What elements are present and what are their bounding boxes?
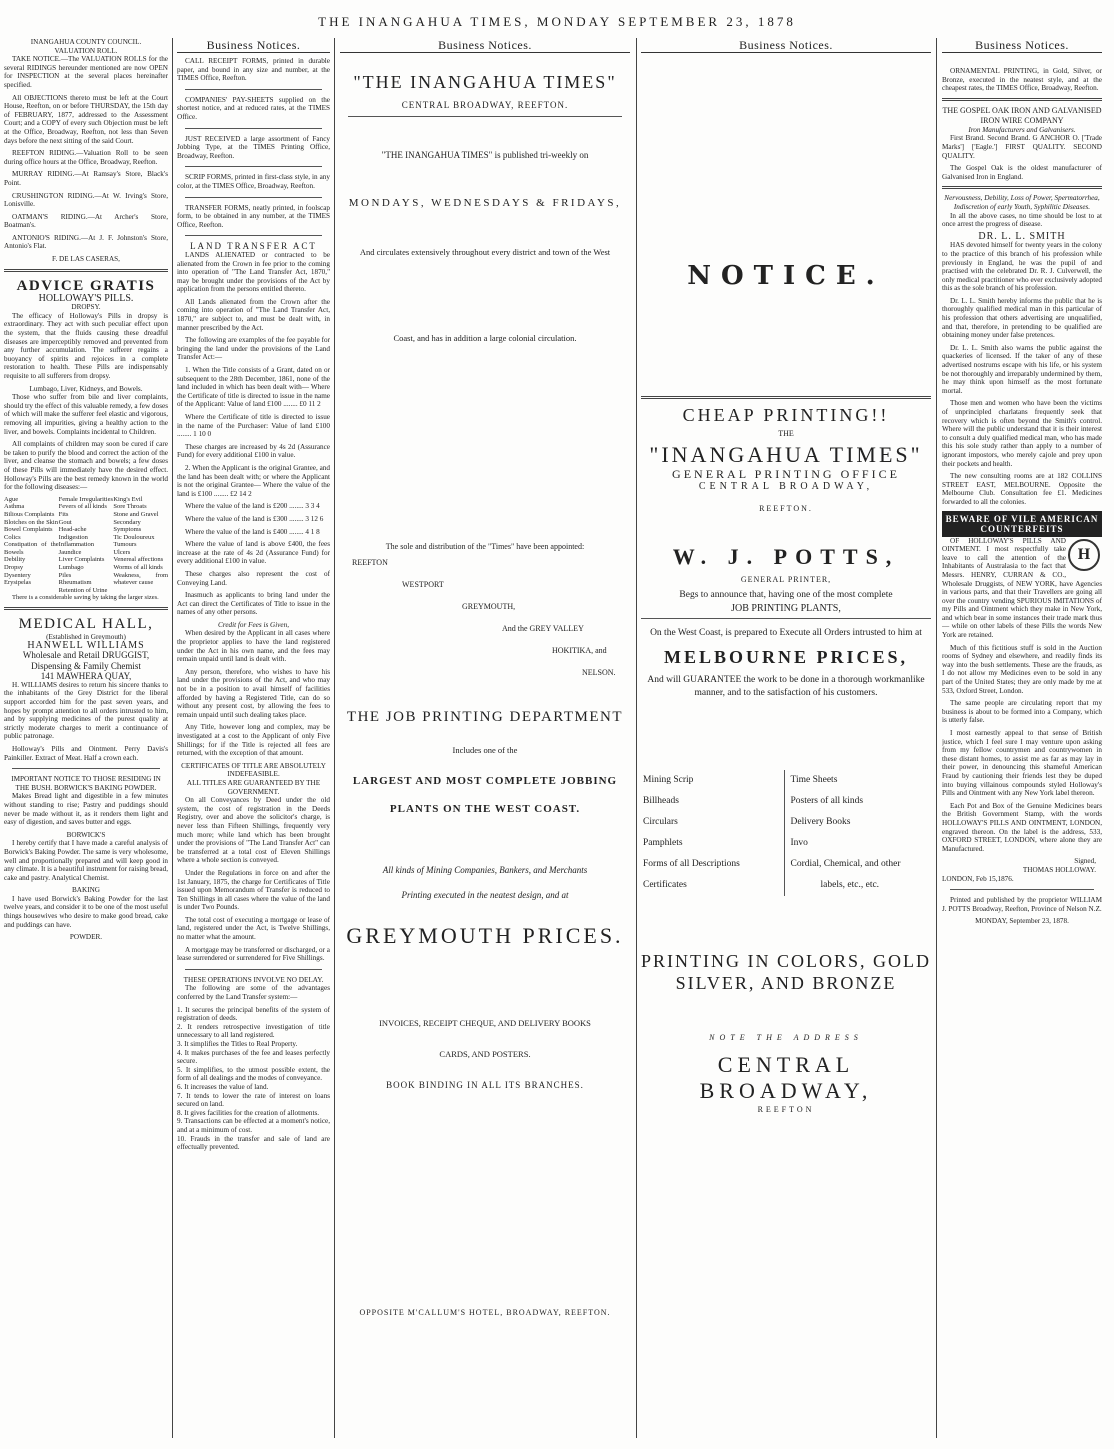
service-item: Forms of all Descriptions — [643, 858, 740, 869]
paragraph: Under the Regulations in force on and after the 1st January, 1875, the charge for Certificates of Title issued upon Memorandum of Transfer is reduced to Ten Shillings in all cases where the value of the land is under Two Pounds. — [177, 868, 330, 912]
paragraph: Begs to announce that, having one of the most complete — [679, 589, 893, 600]
subheading: DROPSY. — [71, 303, 101, 312]
column-1 — [4, 38, 168, 1443]
paragraph: The Gospel Oak is the oldest manufacturer of Galvanised Iron in England. — [942, 164, 1102, 181]
paragraph: The efficacy of Holloway's Pills in dropsy is extraordinary. They act with such peculiar effect upon the system, that the fluids causing these dreadful diseases are imperceptibly removed and prevented from any further accumulation. The sufferer regains a buoyancy of spirits and rejoices in a complete restoration to health. These Pills are indispensably requisite to all sufferers from dropsy. — [4, 311, 168, 380]
service-item: Cordial, Chemical, and other — [790, 858, 901, 869]
paragraph: Much of this fictitious stuff is sold in the Auction rooms of Sydney and elsewhere, and readily finds its way into the bush settlements. These are the frauds, as I do not allow my Medicines even to be sold in any part of the United States; they are only made by me at 533, Oxford Street, London. — [942, 643, 1102, 695]
publication-date: MONDAY, September 23, 1878. — [975, 917, 1069, 926]
service-item: Posters of all kinds — [790, 795, 864, 806]
service-item: Certificates — [643, 879, 687, 890]
chemist-title: Wholesale and Retail DRUGGIST, Dispensing & Family Chemist — [22, 650, 150, 672]
subheading: (Established in Greymouth) — [46, 633, 126, 642]
paragraph: These charges are increased by 4s 2d (Assurance Fund) for every additional £100 in value. — [177, 442, 330, 460]
paragraph: Those men and women who have been the victims of unprincipled charlatans frequently seek that recovery which is often beyond the Smith's control. Where will the public understand that it is their interest to consult a duly qualified medical man, who has made this his sole study rather than apply to a number of ignorant impostors, who merely cajole and prey upon their pockets and health. — [942, 399, 1102, 468]
chemist-name: HANWELL WILLIAMS — [27, 639, 145, 651]
column-4 — [641, 38, 931, 1443]
notice-heading: NOTICE. — [687, 261, 885, 291]
roll-title: VALUATION ROLL. — [54, 46, 118, 55]
paragraph: Dr. L. L. Smith also warns the public against the quackeries of licensed. If the taker of any of these advertised nostrums escape with his life, or his system be not thoroughly and irreparably undermined by them, he may think upon himself as the most fortunate mortal. — [942, 343, 1102, 395]
divider — [4, 607, 168, 610]
town: GREYMOUTH, — [462, 601, 516, 611]
paragraph: When desired by the Applicant in all cases where the proprietor applies to have the land registered under the Act in his own name, and the fees may remain unpaid until land is dealt with. — [177, 629, 330, 664]
paragraph: Coast, and has in addition a large colonial circulation. — [393, 333, 577, 344]
bookbinding-line: BOOK BINDING IN ALL ITS BRANCHES. — [386, 1079, 584, 1090]
service-item: Time Sheets — [790, 774, 838, 785]
advert: TRANSFER FORMS, neatly printed, in foolscap form, to be obtained in any number, at the TIMES Office, Reefton. — [177, 203, 330, 229]
subheading: CENTRAL BROADWAY, — [698, 480, 874, 492]
disease-list — [4, 496, 168, 595]
paragraph: These charges also represent the cost of Conveying Land. — [177, 569, 330, 587]
agent-towns — [340, 552, 630, 684]
divider — [4, 269, 168, 272]
advert: SCRIP FORMS, printed in first-class style, in any color, at the TIMES Office, Broadway, Reefton. — [177, 173, 330, 190]
largest-line: LARGEST AND MOST COMPLETE JOBBING — [352, 775, 618, 788]
paragraph: On the West Coast, is prepared to Execute all Orders intrusted to him at — [650, 627, 922, 638]
paragraph: Any person, therefore, who wishes to have his land under the provisions of the Act, and who may not be in a position to avail himself of facilities afforded by having a Registered Title, can do so without any present cost, by allowing the fees to remain unpaid until such dealing takes place. — [177, 667, 330, 719]
service-item: Delivery Books — [790, 816, 851, 827]
cheap-printing-heading: CHEAP PRINTING!! — [682, 404, 890, 425]
column-2 — [177, 38, 330, 1443]
town: REEFTON — [352, 557, 388, 567]
paragraph: Makes Bread light and digestible in a few minutes without standing to rise; Pastry and puddings should never be made without it, as it renders them light and easy of digestion, and saves butter and eggs. — [4, 792, 168, 827]
paragraph: MURRAY RIDING.—At Ramsay's Store, Black's Point. — [4, 170, 168, 187]
paragraph: On all Conveyances by Deed under the old system, the cost of registration in the Deeds Registry, over and above the solicitor's charge, is never less than Fifteen Shillings, frequently very much more; while land which has been brought under the provisions of "The Land Transfer Act" can be transferred at a total cost of Eleven Shillings where a whole section is conveyed. — [177, 796, 330, 865]
paragraph: CRUSHINGTON RIDING.—At W. Irving's Store, Lonisville. — [4, 191, 168, 209]
doctor-heading: DR. L. L. SMITH — [978, 230, 1066, 242]
divider — [185, 89, 322, 90]
paragraph: First Brand. Second Brand. G ANCHOR O. ['Trade Marks'] ['Eagle.'] FIRST QUALITY. SECOND QUALITY. — [942, 134, 1102, 160]
paragraph: OATMAN'S RIDING.—At Archer's Store, Boatman's. — [4, 212, 168, 230]
divider — [942, 98, 1102, 101]
divider — [185, 166, 322, 167]
paragraph: H. WILLIAMS desires to return his sincere thanks to the inhabitants of the Grey District for the liberal support accorded him for the past seven years, and hopes by prompt attention to all orders intrusted to him, and by supplying medicines of the purest quality at strictly moderate charges to merit a continuance of public patronage. — [4, 680, 168, 741]
divider — [185, 235, 322, 236]
subheading: Iron Manufacturers and Galvanisers. — [968, 125, 1076, 134]
paragraph: HAS devoted himself for twenty years in the colony to the practice of this branch of his profession while previously in England, he was the pupil of and practised with the celebrated Dr. R. J. Culverwell, the only medical practitioner who ever exclusively adopted this as the sole branch of his profession. — [942, 241, 1102, 293]
advert: ORNAMENTAL PRINTING, in Gold, Silver, or Bronze, executed in the neatest style, and at the cheapest rates, the TIMES Office, Broadway, Reefton. — [942, 67, 1102, 93]
column-rule — [334, 38, 335, 1438]
paragraph: Where the value of the land is £300 ........ 3 12 6 — [185, 514, 324, 523]
paragraph: In all the above cases, no time should be lost to at once arrest the progress of disease. — [942, 211, 1102, 229]
divider — [12, 768, 160, 769]
paragraph: "THE INANGAHUA TIMES" is published tri-weekly on — [381, 149, 589, 160]
paragraph: ANTONIO'S RIDING.—At J. F. Johnston's Store, Antonio's Flat. — [4, 233, 168, 251]
signature: THOMAS HOLLOWAY. — [1022, 865, 1096, 874]
paragraph: 2. When the Applicant is the original Grantee, and the land has been dealt with; or where the Applicant is not the original Grantee— Where the value of the land is £100 ........ £2 14 2 — [177, 463, 330, 498]
paragraph: CARDS, AND POSTERS. — [439, 1048, 531, 1059]
service-item: Invo — [790, 837, 808, 848]
paragraph: Inasmuch as applicants to bring land under the Act can direct the Certificates of Title to issue in the names of any other persons. — [177, 591, 330, 617]
medical-hall-heading: MEDICAL HALL, — [18, 616, 154, 633]
paragraph: I have used Borwick's Baking Powder for the last twelve years, and consider it to be one of the most useful things housewives who desire to make good bread, cake and puddings can have. — [4, 894, 168, 929]
service-item: Circulars — [643, 816, 678, 827]
services-table — [641, 770, 931, 896]
beware-banner: BEWARE OF VILE AMERICAN COUNTERFEITS — [942, 511, 1102, 537]
address: 141 MAWHERA QUAY, — [40, 671, 132, 682]
plants-line: PLANTS ON THE WEST COAST. — [389, 803, 581, 816]
subheading: BAKING — [72, 886, 100, 895]
paragraph: Includes one of the — [452, 744, 518, 755]
disease-column: Ague Asthma Bilious Complaints Blotches on the Skin Bowel Complaints Colics Constipation of the Bowels Debility Dropsy Dysentery Erysipelas — [4, 495, 59, 587]
paragraph: Holloway's Pills and Ointment. Perry Davis's Painkiller. Extract of Meat. Half a crown each. — [4, 744, 168, 762]
paragraph: Where the value of the land is £400 ........ 4 1 8 — [185, 527, 320, 536]
paragraph: 1. When the Title consists of a Grant, dated on or subsequent to the 28th December, 1861, none of the land included in which has been dealt with— Where the Certificate of title is directed to issue in the name of the Applicant: Value of land £100 ........ £0 11 2 — [177, 366, 330, 409]
subheading: Nervousness, Debility, Loss of Power, Spermatorrhea, Indiscretion of early Youth, Syphilitic Diseases. — [944, 194, 1100, 211]
paragraph: TAKE NOTICE.—The VALUATION ROLLS for the several RIDINGS hereunder mentioned are now OPEN for INSPECTION at the several places hereinafter specified. — [4, 55, 168, 89]
divider — [185, 128, 322, 129]
paragraph: INVOICES, RECEIPT CHEQUE, AND DELIVERY BOOKS — [379, 1018, 591, 1029]
paragraph: Any Title, however long and complex, may be investigated at a cost to the Applicant of only Five Shillings; for if the Title is rejected all fees are returned, with the exception of that amount. — [177, 723, 330, 758]
disease-column: King's Evil Sore Throats Stone and Gravel Secondary Symptoms Tic Douloureux Tumours Ulcers Venereal affections Worms of all kinds Weakness, from whatever cause — [113, 495, 168, 587]
paragraph: Dr. L. L. Smith hereby informs the public that he is thoroughly qualified medical man in this particular of his profession that others advertising are unqualified, and that, therefore, in pretending to be qualified are obtaining money under false pretences. — [942, 296, 1102, 340]
paragraph: All Lands alienated from the Crown after the coming into operation of "The Land Transfer Act, 1870," are subject to, and must be dealt with, in manner prescribed by the Act. — [177, 297, 330, 332]
subheading: REEFTON. — [759, 504, 813, 514]
service-item: Mining Scrip — [643, 774, 694, 785]
paragraph: I hereby certify that I have made a careful analysis of Borwick's Baking Powder. The same is very wholesome, well and proportionally prepared and will keep good in any climate. It is a beautiful instrument for raising bread, cake and pastry. Analytical Chemist. — [4, 839, 168, 882]
masthead: THE INANGAHUA TIMES, MONDAY SEPTEMBER 23, 1878 — [318, 14, 796, 29]
holloway-heading: HOLLOWAY'S PILLS. — [38, 292, 134, 304]
general-printing-office: GENERAL PRINTING OFFICE — [672, 467, 900, 482]
divider — [185, 197, 322, 198]
paragraph: All OBJECTIONS thereto must be left at the Court House, Reefton, on or before THURSDAY, the 15th day of FEBRUARY, 1877, addressed to the Assessment Court; and a COPY of every such Objection must be left at the Office, Broadway, Reefton, not less than Seven days before the next sitting of the said Court. — [4, 93, 168, 145]
advice-heading: ADVICE GRATIS — [16, 277, 156, 294]
colors-heading: PRINTING IN COLORS, GOLD SILVER, AND BRONZE — [641, 950, 931, 993]
column-header: Business Notices. — [340, 38, 630, 53]
subheading: Credit for Fees is Given, — [218, 620, 289, 629]
printer-name: W. J. POTTS, — [672, 543, 900, 569]
times-title: "THE INANGAHUA TIMES" — [353, 72, 617, 92]
town: WESTPORT — [402, 579, 444, 589]
footer-line: OPPOSITE M'CALLUM'S HOTEL, BROADWAY, REEFTON. — [359, 1308, 611, 1318]
paragraph: Printing executed in the neatest design, and at — [401, 889, 569, 900]
service-item: Pamphlets — [643, 837, 683, 848]
paragraph: Where the value of the land is £200 ........ 3 3 4 — [185, 502, 320, 511]
town: And the GREY VALLEY — [502, 623, 584, 633]
paragraph: The total cost of executing a mortgage or lease of land, registered under the Act, is Twelve Shillings, no matter what the amount. — [177, 915, 330, 942]
service-item: labels, etc., etc. — [820, 879, 880, 890]
column-rule — [936, 38, 937, 1438]
paragraph: OF HOLLOWAY'S PILLS AND OINTMENT. I most respectfully take leave to call the attention of the Inhabitants of Australasia to the fact that Messrs. HENRY, CURRAN & CO., Wholesale Druggists, of NEW YORK, have Agencies in various parts, and that their Travellers are going all over the country vending SPURIOUS IMITATIONS of my Pills and Ointment which they make in New York, and which bear in some instances their trade mark thus— while on other labels of these Pills the words New York are retained. — [942, 536, 1102, 640]
advert: JUST RECEIVED a large assortment of Fancy Jobbing Type, at the TIMES Printing Office, Broadway, Reefton. — [177, 134, 330, 160]
paragraph: I most earnestly appeal to that sense of British justice, which I feel sure I may venture upon asking from my fellow countrymen and countrywomen in these distant homes, to assist me as far as may lay in their power, in denouncing this shameful American Fraud by cautioning their friends lest they be duped into buying villainous compounds styled Holloway's Pills and Ointment with any New York label thereon. — [942, 729, 1102, 798]
paragraph: The following are some of the advantages conferred by the Land Transfer system:— — [177, 984, 330, 1002]
paragraph: REEFTON RIDING.—Valuation Roll to be seen during office hours at the Office, Broadway, Reefton. — [4, 149, 168, 166]
borwick-heading: IMPORTANT NOTICE TO THOSE RESIDING IN THE BUSH. BORWICK'S BAKING POWDER. — [11, 775, 161, 792]
paragraph: LANDS ALIENATED or contracted to be alienated from the Crown in fee prior to the coming into operation of "The Land Transfer Act, 1870," may be brought under the provisions of the Act by application from the persons entitled thereto. — [177, 250, 330, 294]
paragraph: All kinds of Mining Companies, Bankers, and Merchants — [382, 865, 588, 876]
paragraph: The following are examples of the fee payable for bringing the land under the provisions of the Land Transfer Act:— — [177, 336, 330, 362]
services-right — [785, 770, 932, 896]
paragraph: And will GUARANTEE the work to be done in a thorough workmanlike manner, and to the satisfaction of his customers. — [647, 674, 925, 698]
paragraph: A mortgage may be transferred or discharged, or a lease surrendered or surrendered for Five Shillings. — [177, 945, 330, 963]
column-header: Business Notices. — [177, 38, 330, 53]
paragraph: The sole and distribution of the "Times" have been appointed: — [385, 541, 585, 551]
divider — [348, 116, 622, 117]
subheading: CERTIFICATES OF TITLE ARE ABSOLUTELY INDEFEASIBLE. — [181, 761, 326, 779]
divider — [185, 969, 322, 970]
advantages-list: 1. It secures the principal benefits of the system of registration of deeds. 2. It renders retrospective investigation of title unnecessary to all land registered. 3. It simplifies the Titles to Real Property. 4. It makes purchases of the fee and leases perfectly secure. 5. It simplifies, to the utmost possible extent, the form of all dealings and the modes of conveyance. 6. It increases the value of land. 7. It tends to lower the rate of interest on loans secured on land. 8. It gives facilities for the creation of allotments. 9. Transactions can be effected at a moment's notice, and at a minimum of cost. 10. Frauds in the transfer and sale of land are effectually prevented. — [177, 1005, 330, 1152]
land-transfer-heading: LAND TRANSFER ACT — [190, 241, 317, 252]
subheading: THE — [778, 428, 794, 438]
divider — [950, 889, 1094, 890]
signature: Signed, — [1074, 857, 1096, 866]
service-item: Billheads — [643, 795, 679, 806]
subheading: POWDER. — [69, 933, 103, 942]
imprint: Printed and published by the proprietor WILLIAM J. POTTS Broadway, Reefton, Province of Nelson N.Z. — [942, 896, 1102, 913]
subheading: Lumbago, Liver, Kidneys, and Bowels. — [29, 384, 143, 393]
days-line: MONDAYS, WEDNESDAYS & FRIDAYS, — [348, 197, 622, 210]
paragraph: The new consulting rooms are at 182 COLLINS STREET EAST, MELBOURNE. Opposite the Melbourne Club. Consultation fee £1. Medicines forwarded to all the colonies. — [942, 472, 1102, 506]
town: HOKITIKA, and — [552, 645, 607, 655]
subheading: JOB PRINTING PLANTS, — [641, 605, 931, 619]
subheading: GENERAL PRINTER, — [740, 574, 832, 584]
column-5 — [942, 38, 1102, 1443]
council-title: INANGAHUA COUNTY COUNCIL. — [30, 38, 142, 46]
column-3 — [340, 38, 630, 1443]
town: NELSON. — [582, 667, 616, 677]
divider — [641, 396, 931, 399]
column-header: Business Notices. — [942, 38, 1102, 53]
job-printing-heading: THE JOB PRINTING DEPARTMENT — [346, 708, 624, 725]
subheading: NOTE THE ADDRESS — [709, 1032, 863, 1042]
melbourne-prices: MELBOURNE PRICES, — [663, 646, 909, 667]
central-broadway: CENTRAL BROADWAY, — [699, 1052, 873, 1104]
subheading: CENTRAL BROADWAY, REEFTON. — [401, 100, 569, 110]
paragraph: Where the value of land is above £400, the fees increase at the rate of 4s 2d (Assurance Fund) for every additional £100 in value. — [177, 540, 330, 566]
column-header: Business Notices. — [641, 38, 931, 53]
gospel-oak-heading: THE GOSPEL OAK IRON AND GALVANISED IRON WIRE COMPANY — [942, 105, 1102, 125]
column-rule — [172, 38, 173, 1438]
subheading: BORWICK'S — [66, 830, 106, 839]
date-line: LONDON, Feb 15,1876. — [942, 874, 1014, 883]
paragraph: Those who suffer from bile and liver complaints, should try the effect of this valuable remedy, a few doses of which will make the sufferer feel elastic and vigorous, removing all impurities, giving a healthy action to the liver, and bowels. Complaints incidental to Children. — [4, 393, 168, 436]
subheading: THESE OPERATIONS INVOLVE NO DELAY. — [183, 975, 324, 984]
paragraph: All complaints of children may soon be cured if care be taken to purify the blood and correct the action of the liver, and cleanse the stomach and bowels; a few doses of these Pills will immediately have the desired effect. Holloway's Pills are the best remedy known in the world for the following diseases:— — [4, 440, 168, 492]
advert: COMPANIES' PAY-SHEETS supplied on the shortest notice, and at reduced rates, at the TIMES Office. — [177, 95, 330, 121]
advert: CALL RECEIPT FORMS, printed in durable paper, and bound in any size and number, at the TIMES Office, Reefton. — [177, 57, 330, 83]
signature: F. DE LAS CASERAS, — [52, 255, 120, 264]
divider — [942, 186, 1102, 189]
services-left — [641, 770, 785, 896]
subheading: REEFTON — [757, 1105, 815, 1115]
paragraph: Each Pot and Box of the Genuine Medicines bears the British Government Stamp, with the words HOLLOWAY'S PILLS AND OINTMENT, LONDON, engraved thereon. On the label is the address, 533, OXFORD STREET, LONDON, where alone they are Manufactured. — [942, 801, 1102, 853]
paragraph: Where the Certificate of title is directed to issue in the name of the Purchaser: Value of land £100 ........ 1 10 0 — [177, 413, 330, 439]
paragraph: And circulates extensively throughout every district and town of the West — [359, 246, 611, 257]
trade-mark-seal-icon: H — [1068, 539, 1100, 571]
times-heading: "INANGAHUA TIMES" — [649, 442, 923, 468]
disease-column: Female Irregularities Fevers of all kinds Fits Gout Head-ache Indigestion Inflammation Jaundice Liver Complaints Lumbago Piles Rheumatism Retention of Urine — [58, 495, 113, 594]
subheading: ALL TITLES ARE GUARANTEED BY THE GOVERNMENT. — [186, 778, 321, 796]
column-rule — [636, 38, 637, 1438]
paragraph: The same people are circulating report that my business is about to be formed into a Company, which is utterly false. — [942, 699, 1102, 725]
paragraph: There is a considerable saving by taking the larger sizes. — [12, 594, 159, 602]
greymouth-prices: GREYMOUTH PRICES. — [346, 923, 624, 949]
